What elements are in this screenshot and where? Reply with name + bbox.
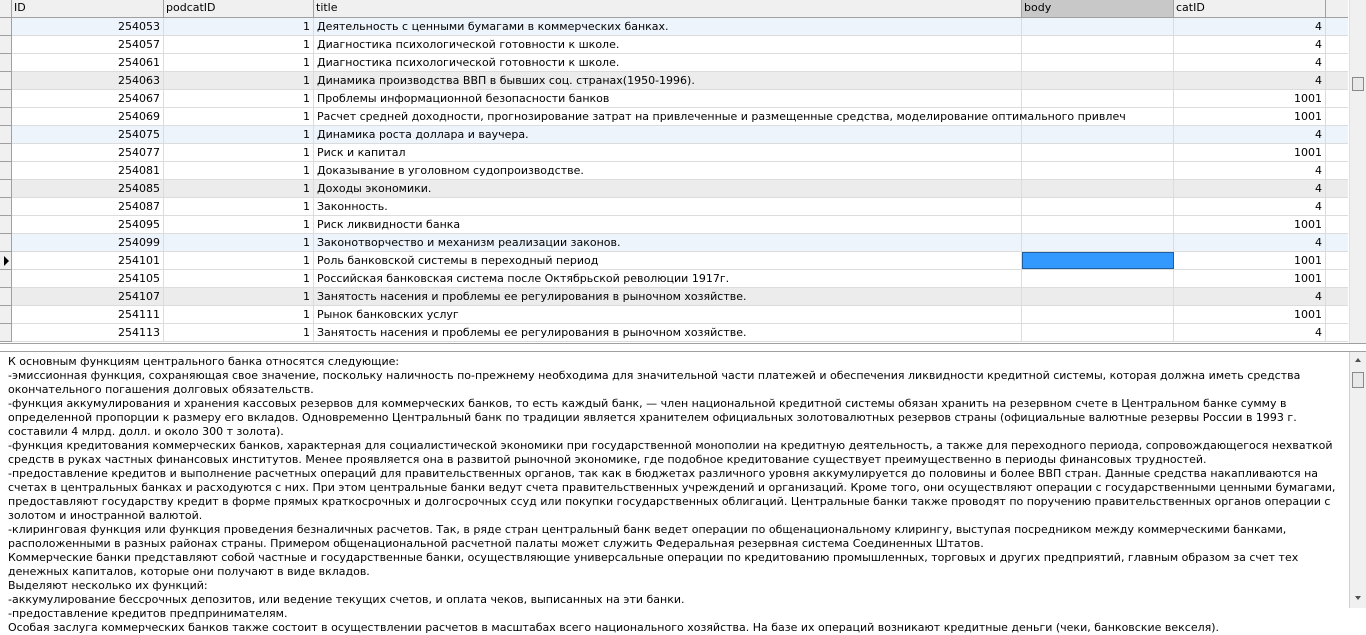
- arrow-up-icon: [1355, 358, 1361, 362]
- row-indicator[interactable]: [0, 324, 12, 342]
- cell-title[interactable]: Риск и капитал: [314, 144, 1022, 161]
- row-indicator[interactable]: [0, 252, 12, 270]
- row-indicator[interactable]: [0, 306, 12, 324]
- row-indicator[interactable]: [0, 108, 12, 126]
- row-indicator[interactable]: [0, 54, 12, 72]
- cell-title[interactable]: Рынок банковских услуг: [314, 306, 1022, 323]
- cell-podcatid[interactable]: 1: [164, 252, 314, 269]
- cell-catid[interactable]: 1001: [1174, 90, 1326, 107]
- table-row[interactable]: [0, 72, 1348, 90]
- header-catid[interactable]: catID: [1174, 0, 1326, 17]
- table-row[interactable]: [0, 234, 1348, 252]
- table-row[interactable]: [0, 198, 1348, 216]
- cell-id[interactable]: 254087: [12, 198, 164, 215]
- cell-body[interactable]: [1022, 144, 1174, 161]
- cell-id[interactable]: 254081: [12, 162, 164, 179]
- table-row[interactable]: [0, 306, 1348, 324]
- cell-id[interactable]: 254113: [12, 324, 164, 341]
- row-indicator[interactable]: [0, 288, 12, 306]
- cell-catid[interactable]: 4: [1174, 18, 1326, 35]
- row-indicator[interactable]: [0, 180, 12, 198]
- cell-podcatid[interactable]: 1: [164, 108, 314, 125]
- cell-body[interactable]: [1022, 216, 1174, 233]
- cell-title[interactable]: Законность.: [314, 198, 1022, 215]
- table-row[interactable]: [0, 36, 1348, 54]
- row-indicator[interactable]: [0, 90, 12, 108]
- cell-catid[interactable]: 1001: [1174, 306, 1326, 323]
- cell-catid[interactable]: 4: [1174, 72, 1326, 89]
- cell-id[interactable]: 254105: [12, 270, 164, 287]
- table-row[interactable]: [0, 252, 1348, 270]
- memo-paragraph: Особая заслуга коммерческих банков также состоит в осуществлении расчетов в масштабах всего национального хозяйства. На базе их операций возникают кредитные деньги (чеки, банковские векселя).: [8, 621, 1220, 634]
- memo-paragraph: -клиринговая функция или функция проведения безналичных расчетов. Так, в ряде стран центральный банк ведет операции по общенациональному клирингу, выступая посредником между коммерческими банками, расположенными в разных районах страны. Примером общенациональной расчетной палаты может служить Федеральная резервная система Соединенных Штатов.: [8, 523, 1287, 550]
- header-id[interactable]: ID: [12, 0, 164, 17]
- table-row[interactable]: [0, 270, 1348, 288]
- grid-header: [0, 0, 1348, 18]
- cell-body[interactable]: [1022, 180, 1174, 197]
- row-indicator[interactable]: [0, 18, 12, 36]
- memo-paragraph: К основным функциям центрального банка относятся следующие:: [8, 355, 400, 368]
- cell-body[interactable]: [1022, 18, 1174, 35]
- cell-podcatid[interactable]: 1: [164, 54, 314, 71]
- header-podcatid[interactable]: podcatID: [164, 0, 314, 17]
- row-indicator[interactable]: [0, 144, 12, 162]
- cell-body[interactable]: [1022, 324, 1174, 341]
- table-row[interactable]: [0, 90, 1348, 108]
- row-indicator[interactable]: [0, 162, 12, 180]
- memo-paragraph: Выделяют несколько их функций:: [8, 579, 208, 592]
- table-row[interactable]: [0, 18, 1348, 36]
- header-body[interactable]: body: [1022, 0, 1174, 17]
- cell-id[interactable]: 254099: [12, 234, 164, 251]
- cell-body[interactable]: [1022, 36, 1174, 53]
- cell-podcatid[interactable]: 1: [164, 162, 314, 179]
- cell-body[interactable]: [1022, 252, 1174, 269]
- cell-body[interactable]: [1022, 108, 1174, 125]
- cell-podcatid[interactable]: 1: [164, 90, 314, 107]
- cell-title[interactable]: Законотворчество и механизм реализации законов.: [314, 234, 1022, 251]
- cell-title[interactable]: Деятельность с ценными бумагами в коммерческих банках.: [314, 18, 1022, 35]
- cell-podcatid[interactable]: 1: [164, 180, 314, 197]
- row-indicator[interactable]: [0, 126, 12, 144]
- memo-paragraph: -аккумулирование бессрочных депозитов, или ведение текущих счетов, и оплата чеков, выписанных на эти банки.: [8, 593, 685, 606]
- memo-paragraph: -функция аккумулирования и хранения кассовых резервов для коммерческих банков, то есть каждый банк, — член национальной кредитной системы обязан хранить на резервном счете в Центральном банке сумму в определенной пропорции к размеру его вкладов. Одновременно Центральный банк по традиции является хранителем официальных золотовалютных резервов страны (официальные валютные резервы России в 1993 г. составили 4 млрд. долл. и около 300 т золота).: [8, 397, 1297, 438]
- cell-id[interactable]: 254061: [12, 54, 164, 71]
- cell-body[interactable]: [1022, 90, 1174, 107]
- cell-podcatid[interactable]: 1: [164, 306, 314, 323]
- cell-catid[interactable]: 4: [1174, 324, 1326, 341]
- table-row[interactable]: [0, 288, 1348, 306]
- cell-catid[interactable]: 4: [1174, 126, 1326, 143]
- cell-podcatid[interactable]: 1: [164, 270, 314, 287]
- row-indicator[interactable]: [0, 198, 12, 216]
- cell-body[interactable]: [1022, 198, 1174, 215]
- cell-catid[interactable]: 4: [1174, 180, 1326, 197]
- arrow-down-icon: [1355, 596, 1361, 600]
- cell-podcatid[interactable]: 1: [164, 126, 314, 143]
- cell-id[interactable]: 254057: [12, 36, 164, 53]
- cell-body[interactable]: [1022, 126, 1174, 143]
- cell-podcatid[interactable]: 1: [164, 72, 314, 89]
- cell-title[interactable]: Роль банковской системы в переходный период: [314, 252, 1022, 269]
- cell-title[interactable]: Российская банковская система после Октябрьской революции 1917г.: [314, 270, 1022, 287]
- cell-podcatid[interactable]: 1: [164, 198, 314, 215]
- cell-body[interactable]: [1022, 234, 1174, 251]
- cell-id[interactable]: 254111: [12, 306, 164, 323]
- row-indicator[interactable]: [0, 36, 12, 54]
- cell-catid[interactable]: 1001: [1174, 144, 1326, 161]
- cell-title[interactable]: Динамика производства ВВП в бывших соц. странах(1950-1996).: [314, 72, 1022, 89]
- cell-body[interactable]: [1022, 270, 1174, 287]
- cell-body[interactable]: [1022, 306, 1174, 323]
- cell-body[interactable]: [1022, 162, 1174, 179]
- cell-catid[interactable]: 1001: [1174, 252, 1326, 269]
- cell-id[interactable]: 254067: [12, 90, 164, 107]
- table-row[interactable]: [0, 108, 1348, 126]
- memo-paragraph: Коммерческие банки представляют собой частные и государственные банки, осуществляющие универсальные операции по кредитованию промышленных, торговых и других предприятий, главным образом за счет тех денежных капиталов, которые они получают в виде вкладов.: [8, 551, 1299, 578]
- memo-paragraph: -предоставление кредитов предпринимателям.: [8, 607, 288, 620]
- cell-id[interactable]: 254101: [12, 252, 164, 269]
- grid-scroll-thumb[interactable]: [1352, 77, 1364, 91]
- cell-catid[interactable]: 4: [1174, 198, 1326, 215]
- cell-title[interactable]: Занятость насения и проблемы ее регулирования в рыночном хозяйстве.: [314, 324, 1022, 341]
- cell-id[interactable]: 254085: [12, 180, 164, 197]
- grid-scrollbar[interactable]: [1349, 0, 1366, 343]
- table-row[interactable]: [0, 180, 1348, 198]
- cell-body[interactable]: [1022, 54, 1174, 71]
- memo-scrollbar[interactable]: [1349, 352, 1366, 608]
- memo-paragraph: -предоставление кредитов и выполнение расчетных операций для правительственных органов, так как в бюджетах различного уровня аккумулируется до половины и более ВВП стран. Данные средства накапливаются на счетах в центральных банках и расходуются с них. При этом центральные банки ведут счета правительственных учреждений и организаций. Кроме того, они осуществляют операции с государственными ценными бумагами, предоставляют государству кредит в форме прямых краткосрочных и долгосрочных ссуд или покупки государственных облигаций. Центральные банки также проводят по поручению правительственных органов операции с золотом и иностранной валютой.: [8, 467, 1336, 522]
- scroll-up-button[interactable]: [1350, 352, 1366, 368]
- scroll-down-button[interactable]: [1350, 590, 1366, 606]
- row-indicator[interactable]: [0, 270, 12, 288]
- cell-podcatid[interactable]: 1: [164, 36, 314, 53]
- memo-paragraph: -эмиссионная функция, сохраняющая свое значение, поскольку наличность по-прежнему необходима для значительной части платежей и обеспечения ликвидности кредитной системы, которая должна иметь средства окончательного погашения долговых обязательств.: [8, 369, 1301, 396]
- cell-catid[interactable]: 1001: [1174, 270, 1326, 287]
- cell-id[interactable]: 254069: [12, 108, 164, 125]
- row-indicator[interactable]: [0, 234, 12, 252]
- cell-podcatid[interactable]: 1: [164, 234, 314, 251]
- row-indicator[interactable]: [0, 216, 12, 234]
- cell-title[interactable]: Проблемы информационной безопасности банков: [314, 90, 1022, 107]
- memo-text[interactable]: [8, 355, 1338, 635]
- cell-title[interactable]: Динамика роста доллара и ваучера.: [314, 126, 1022, 143]
- table-row[interactable]: [0, 144, 1348, 162]
- table-row[interactable]: [0, 54, 1348, 72]
- cell-body[interactable]: [1022, 72, 1174, 89]
- cell-catid[interactable]: 4: [1174, 288, 1326, 305]
- cell-id[interactable]: 254075: [12, 126, 164, 143]
- memo-scroll-thumb[interactable]: [1352, 372, 1364, 388]
- cell-catid[interactable]: 4: [1174, 54, 1326, 71]
- header-indicator: [0, 0, 12, 17]
- cell-podcatid[interactable]: 1: [164, 324, 314, 341]
- cell-podcatid[interactable]: 1: [164, 216, 314, 233]
- memo-paragraph: -функция кредитования коммерческих банков, характерная для социалистической экономики при государственной монополии на кредитную деятельность, а также для переходного периода, сопровождающегося нехваткой средств в руках частных финансовых институтов. Менее проявляется она в развитой рыночной экономике, где подобное кредитование существует преимущественно в периоды финансовых трудностей.: [8, 439, 1333, 466]
- cell-catid[interactable]: 4: [1174, 162, 1326, 179]
- body-memo[interactable]: [0, 351, 1366, 634]
- cell-title[interactable]: Занятость насения и проблемы ее регулирования в рыночном хозяйстве.: [314, 288, 1022, 305]
- table-row[interactable]: [0, 324, 1348, 342]
- cell-title[interactable]: Расчет средней доходности, прогнозирование затрат на привлеченные и размещенные средства, моделирование оптимального привлеч: [314, 108, 1022, 125]
- cell-podcatid[interactable]: 1: [164, 288, 314, 305]
- cell-body[interactable]: [1022, 288, 1174, 305]
- cell-id[interactable]: 254053: [12, 18, 164, 35]
- cell-title[interactable]: Диагностика психологической готовности к школе.: [314, 54, 1022, 71]
- cell-catid[interactable]: 4: [1174, 234, 1326, 251]
- cell-title[interactable]: Риск ликвидности банка: [314, 216, 1022, 233]
- cell-id[interactable]: 254095: [12, 216, 164, 233]
- header-title[interactable]: title: [314, 0, 1022, 17]
- cell-catid[interactable]: 1001: [1174, 108, 1326, 125]
- grid-rows: [0, 18, 1348, 342]
- cell-id[interactable]: 254077: [12, 144, 164, 161]
- cell-podcatid[interactable]: 1: [164, 144, 314, 161]
- table-row[interactable]: [0, 126, 1348, 144]
- cell-catid[interactable]: 1001: [1174, 216, 1326, 233]
- cell-id[interactable]: 254107: [12, 288, 164, 305]
- current-row-arrow-icon: [4, 256, 9, 266]
- cell-title[interactable]: Доходы экономики.: [314, 180, 1022, 197]
- cell-id[interactable]: 254063: [12, 72, 164, 89]
- cell-podcatid[interactable]: 1: [164, 18, 314, 35]
- row-indicator[interactable]: [0, 72, 12, 90]
- cell-title[interactable]: Диагностика психологической готовности к школе.: [314, 36, 1022, 53]
- cell-title[interactable]: Доказывание в уголовном судопроизводстве.: [314, 162, 1022, 179]
- table-row[interactable]: [0, 216, 1348, 234]
- table-row[interactable]: [0, 162, 1348, 180]
- cell-catid[interactable]: 4: [1174, 36, 1326, 53]
